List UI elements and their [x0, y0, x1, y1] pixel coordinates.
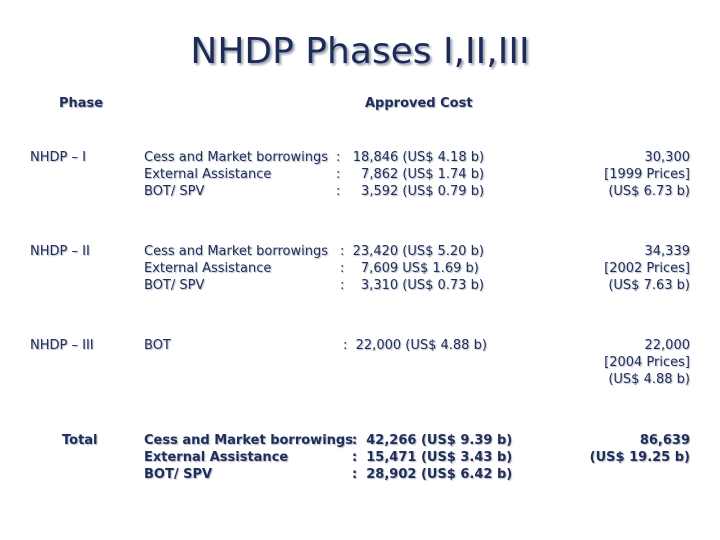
phase-label: NHDP – III	[30, 338, 94, 353]
funding-source: Cess and Market borrowings	[144, 150, 329, 165]
slide-title: NHDP Phases I,II,III	[190, 31, 530, 72]
price-year: [2002 Prices]	[604, 261, 690, 276]
funding-amount: : 42,266 (US$ 9.39 b)	[352, 433, 513, 448]
funding-source: External Assistance	[144, 167, 272, 182]
funding-amount: : 18,846 (US$ 4.18 b)	[336, 150, 485, 165]
funding-amount: : 15,471 (US$ 3.43 b)	[352, 450, 513, 465]
total-cost-usd: (US$ 4.88 b)	[608, 372, 690, 387]
funding-source: BOT/ SPV	[144, 467, 213, 482]
total-cost: 86,639	[639, 433, 690, 448]
funding-amount: : 23,420 (US$ 5.20 b)	[340, 244, 484, 259]
total-cost-usd: (US$ 6.73 b)	[608, 184, 690, 199]
funding-amount: : 7,862 (US$ 1.74 b)	[336, 167, 485, 182]
phase-label: NHDP – I	[30, 150, 86, 165]
phase-header: Phase	[59, 96, 104, 111]
funding-source: External Assistance	[144, 450, 289, 465]
funding-source: BOT/ SPV	[144, 184, 205, 199]
funding-source: BOT/ SPV	[144, 278, 205, 293]
funding-amount: : 28,902 (US$ 6.42 b)	[352, 467, 513, 482]
funding-amount: : 3,310 (US$ 0.73 b)	[340, 278, 484, 293]
funding-source: BOT	[144, 338, 171, 353]
phase-label: Total	[62, 433, 98, 448]
price-year: [1999 Prices]	[604, 167, 690, 182]
funding-source: External Assistance	[144, 261, 272, 276]
funding-amount: : 7,609 US$ 1.69 b)	[340, 261, 479, 276]
total-cost: 34,339	[644, 244, 690, 259]
funding-source: Cess and Market borrowings	[144, 244, 329, 259]
total-cost-usd: (US$ 19.25 b)	[589, 450, 690, 465]
funding-amount: : 3,592 (US$ 0.79 b)	[336, 184, 485, 199]
price-year: [2004 Prices]	[604, 355, 690, 370]
funding-source: Cess and Market borrowings	[144, 433, 353, 448]
approved-cost-header: Approved Cost	[365, 96, 473, 111]
phase-label: NHDP – II	[30, 244, 90, 259]
total-cost-usd: (US$ 7.63 b)	[608, 278, 690, 293]
total-cost: 22,000	[644, 338, 690, 353]
funding-amount: : 22,000 (US$ 4.88 b)	[343, 338, 487, 353]
total-cost: 30,300	[644, 150, 690, 165]
